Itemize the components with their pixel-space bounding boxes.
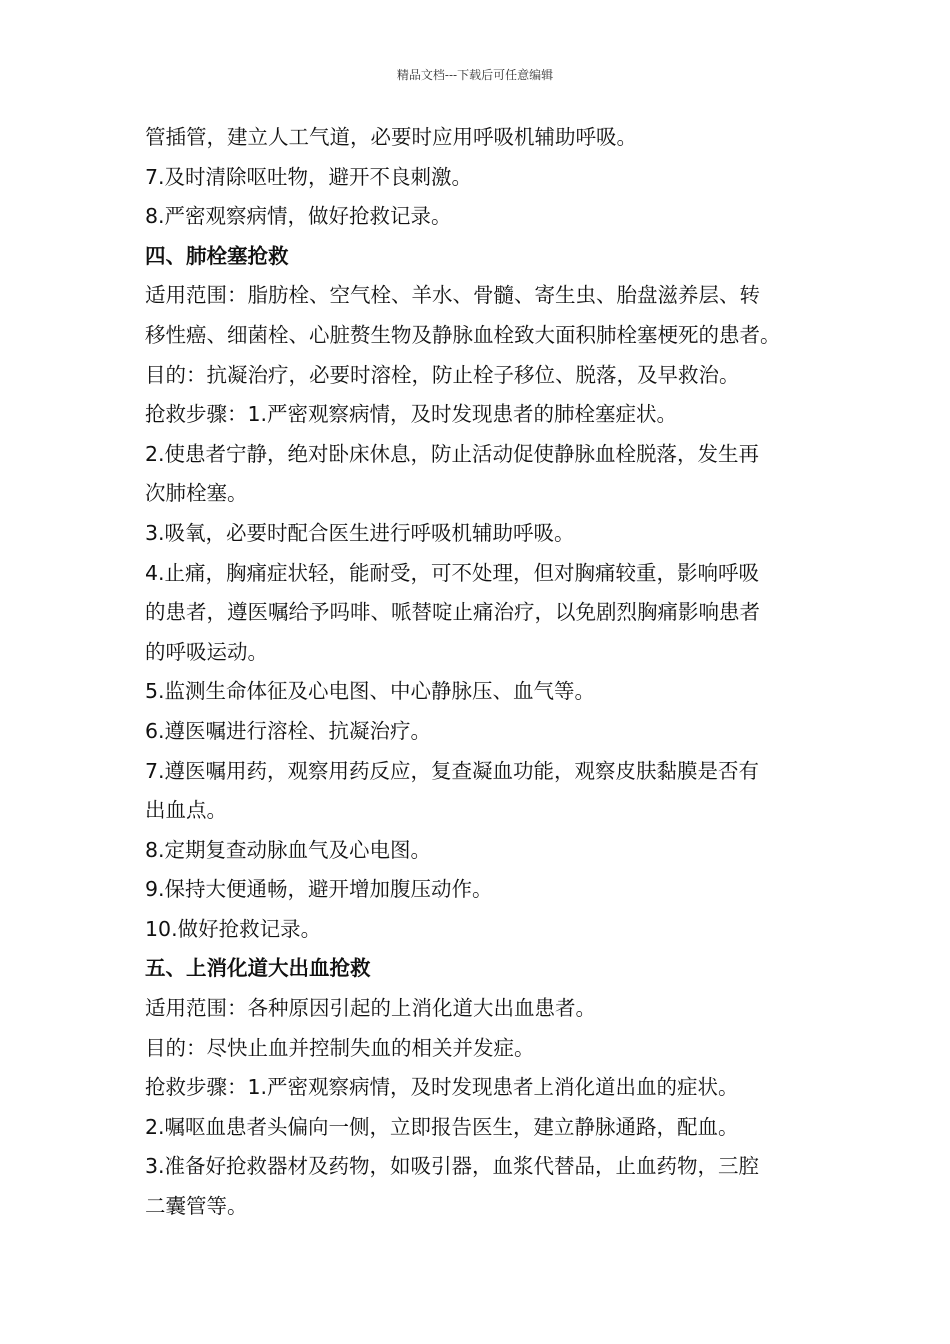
text-line: 7.遵医嘱用药，观察用药反应，复查凝血功能，观察皮肤黏膜是否有 [145,758,760,783]
text-line: 2.使患者宁静，绝对卧床休息，防止活动促使静脉血栓脱落，发生再 [145,441,760,466]
text-line: 5.监测生命体征及心电图、中心静脉压、血气等。 [145,679,596,704]
text-line: 8.严密观察病情，做好抢救记录。 [145,204,452,229]
text-line: 4.止痛，胸痛症状轻，能耐受，可不处理，但对胸痛较重，影响呼吸 [145,560,760,585]
text-line: 7.及时清除呕吐物，避开不良刺激。 [145,164,473,189]
text-line: 适用范围：脂肪栓、空气栓、羊水、骨髓、寄生虫、胎盘滋养层、转 [145,283,760,308]
section-heading: 五、上消化道大出血抢救 [145,956,371,981]
text-line: 目的：抗凝治疗，必要时溶栓，防止栓子移位、脱落，及早救治。 [145,362,740,387]
text-line: 出血点。 [145,798,227,823]
text-line: 移性癌、细菌栓、心脏赘生物及静脉血栓致大面积肺栓塞梗死的患者。 [145,322,781,347]
text-line: 适用范围：各种原因引起的上消化道大出血患者。 [145,996,596,1021]
text-line: 10.做好抢救记录。 [145,916,322,941]
text-line: 的患者，遵医嘱给予吗啡、哌替啶止痛治疗，以免剧烈胸痛影响患者 [145,600,760,625]
text-line: 管插管，建立人工气道，必要时应用呼吸机辅助呼吸。 [145,125,637,149]
text-line: 次肺栓塞。 [145,481,248,506]
text-line: 的呼吸运动。 [145,639,268,664]
document-body [145,118,815,1227]
text-line: 3.吸氧，必要时配合医生进行呼吸机辅助呼吸。 [145,520,575,545]
text-line: 二囊管等。 [145,1194,248,1219]
text-line: 6.遵医嘱进行溶栓、抗凝治疗。 [145,718,432,743]
text-line: 抢救步骤：1.严密观察病情，及时发现患者上消化道出血的症状。 [145,1075,739,1100]
text-line: 9.保持大便通畅，避开增加腹压动作。 [145,877,493,902]
page-header: 精品文档---下载后可任意编辑 [396,68,554,82]
section-heading: 四、肺栓塞抢救 [145,243,289,268]
text-line: 抢救步骤：1.严密观察病情，及时发现患者的肺栓塞症状。 [145,402,678,427]
text-line: 3.准备好抢救器材及药物，如吸引器，血浆代替品，止血药物，三腔 [145,1154,760,1179]
text-line: 8.定期复查动脉血气及心电图。 [145,837,432,862]
text-line: 2.嘱呕血患者头偏向一侧，立即报告医生，建立静脉通路，配血。 [145,1114,739,1139]
text-line: 目的：尽快止血并控制失血的相关并发症。 [145,1035,535,1060]
